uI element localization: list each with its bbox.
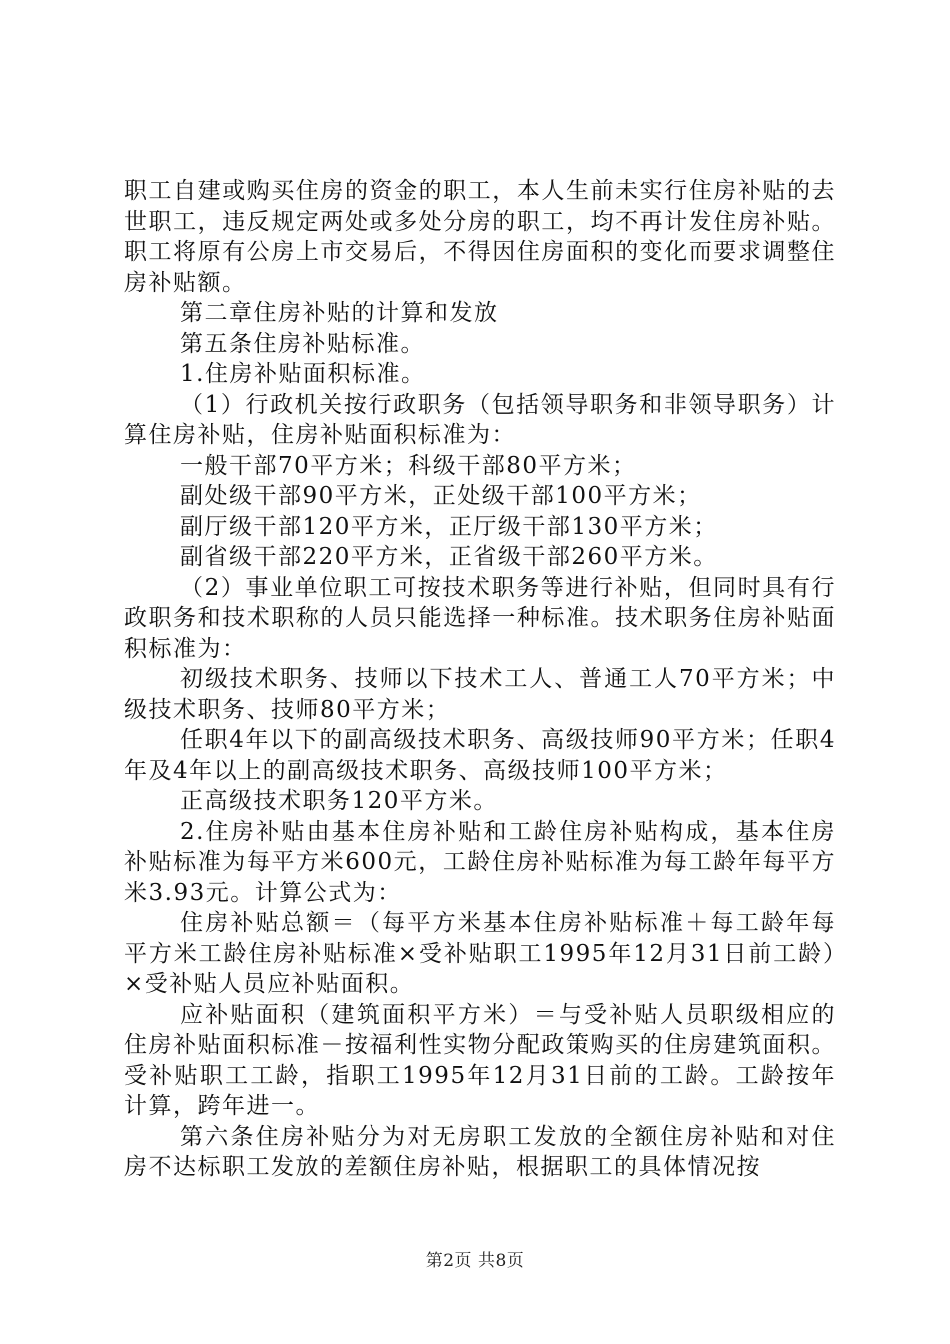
- article-heading: 第五条住房补贴标准。: [180, 330, 425, 357]
- paragraph: 第六条住房补贴分为对无房职工发放的全额住房补贴和对住房不达标职工发放的差额住房补贴，根据职工的具体情况按: [124, 1123, 836, 1180]
- chapter-heading: 第二章住房补贴的计算和发放: [180, 300, 499, 326]
- paragraph: 副省级干部220平方米，正省级干部260平方米。: [180, 544, 718, 570]
- paragraph: 应补贴面积（建筑面积平方米）＝与受补贴人员职级相应的住房补贴面积标准－按福利性实物分配政策购买的住房建筑面积。受补贴职工工龄，指职工1995年12月31日前的工龄。工龄按年计算，跨年进一。: [124, 1001, 836, 1119]
- paragraph: 1.住房补贴面积标准。: [180, 361, 426, 387]
- paragraph: （2）事业单位职工可按技术职务等进行补贴，但同时具有行政职务和技术职称的人员只能选择一种标准。技术职务住房补贴面积标准为：: [124, 574, 836, 662]
- paragraph: 副处级干部90平方米，正处级干部100平方米；: [180, 483, 702, 509]
- paragraph: 职工自建或购买住房的资金的职工，本人生前未实行住房补贴的去世职工，违反规定两处或多处分房的职工，均不再计发住房补贴。职工将原有公房上市交易后，不得因住房面积的变化而要求调整住房补贴额。: [124, 178, 836, 296]
- page-number-footer: 第2页 共8页: [425, 1251, 525, 1271]
- body-text: [124, 176, 836, 1183]
- paragraph: 副厅级干部120平方米，正厅级干部130平方米；: [180, 513, 718, 540]
- paragraph: 正高级技术职务120平方米。: [180, 788, 498, 814]
- formula-paragraph: 住房补贴总额＝（每平方米基本住房补贴标准＋每工龄年每平方米工龄住房补贴标准×受补贴职工1995年12月31日前工龄）×受补贴人员应补贴面积。: [124, 910, 836, 997]
- paragraph: 2.住房补贴由基本住房补贴和工龄住房补贴构成，基本住房补贴标准为每平方米600元，工龄住房补贴标准为每工龄年每平方米3.93元。计算公式为：: [124, 818, 836, 906]
- paragraph: 初级技术职务、技师以下技术工人、普通工人70平方米；中级技术职务、技师80平方米；: [124, 666, 836, 723]
- paragraph: （1）行政机关按行政职务（包括领导职务和非领导职务）计算住房补贴，住房补贴面积标准为：: [124, 391, 836, 448]
- paragraph: 任职4年以下的副高级技术职务、高级技师90平方米；任职4年及4年以上的副高级技术职务、高级技师100平方米；: [124, 727, 836, 784]
- paragraph: 一般干部70平方米；科级干部80平方米；: [180, 452, 637, 479]
